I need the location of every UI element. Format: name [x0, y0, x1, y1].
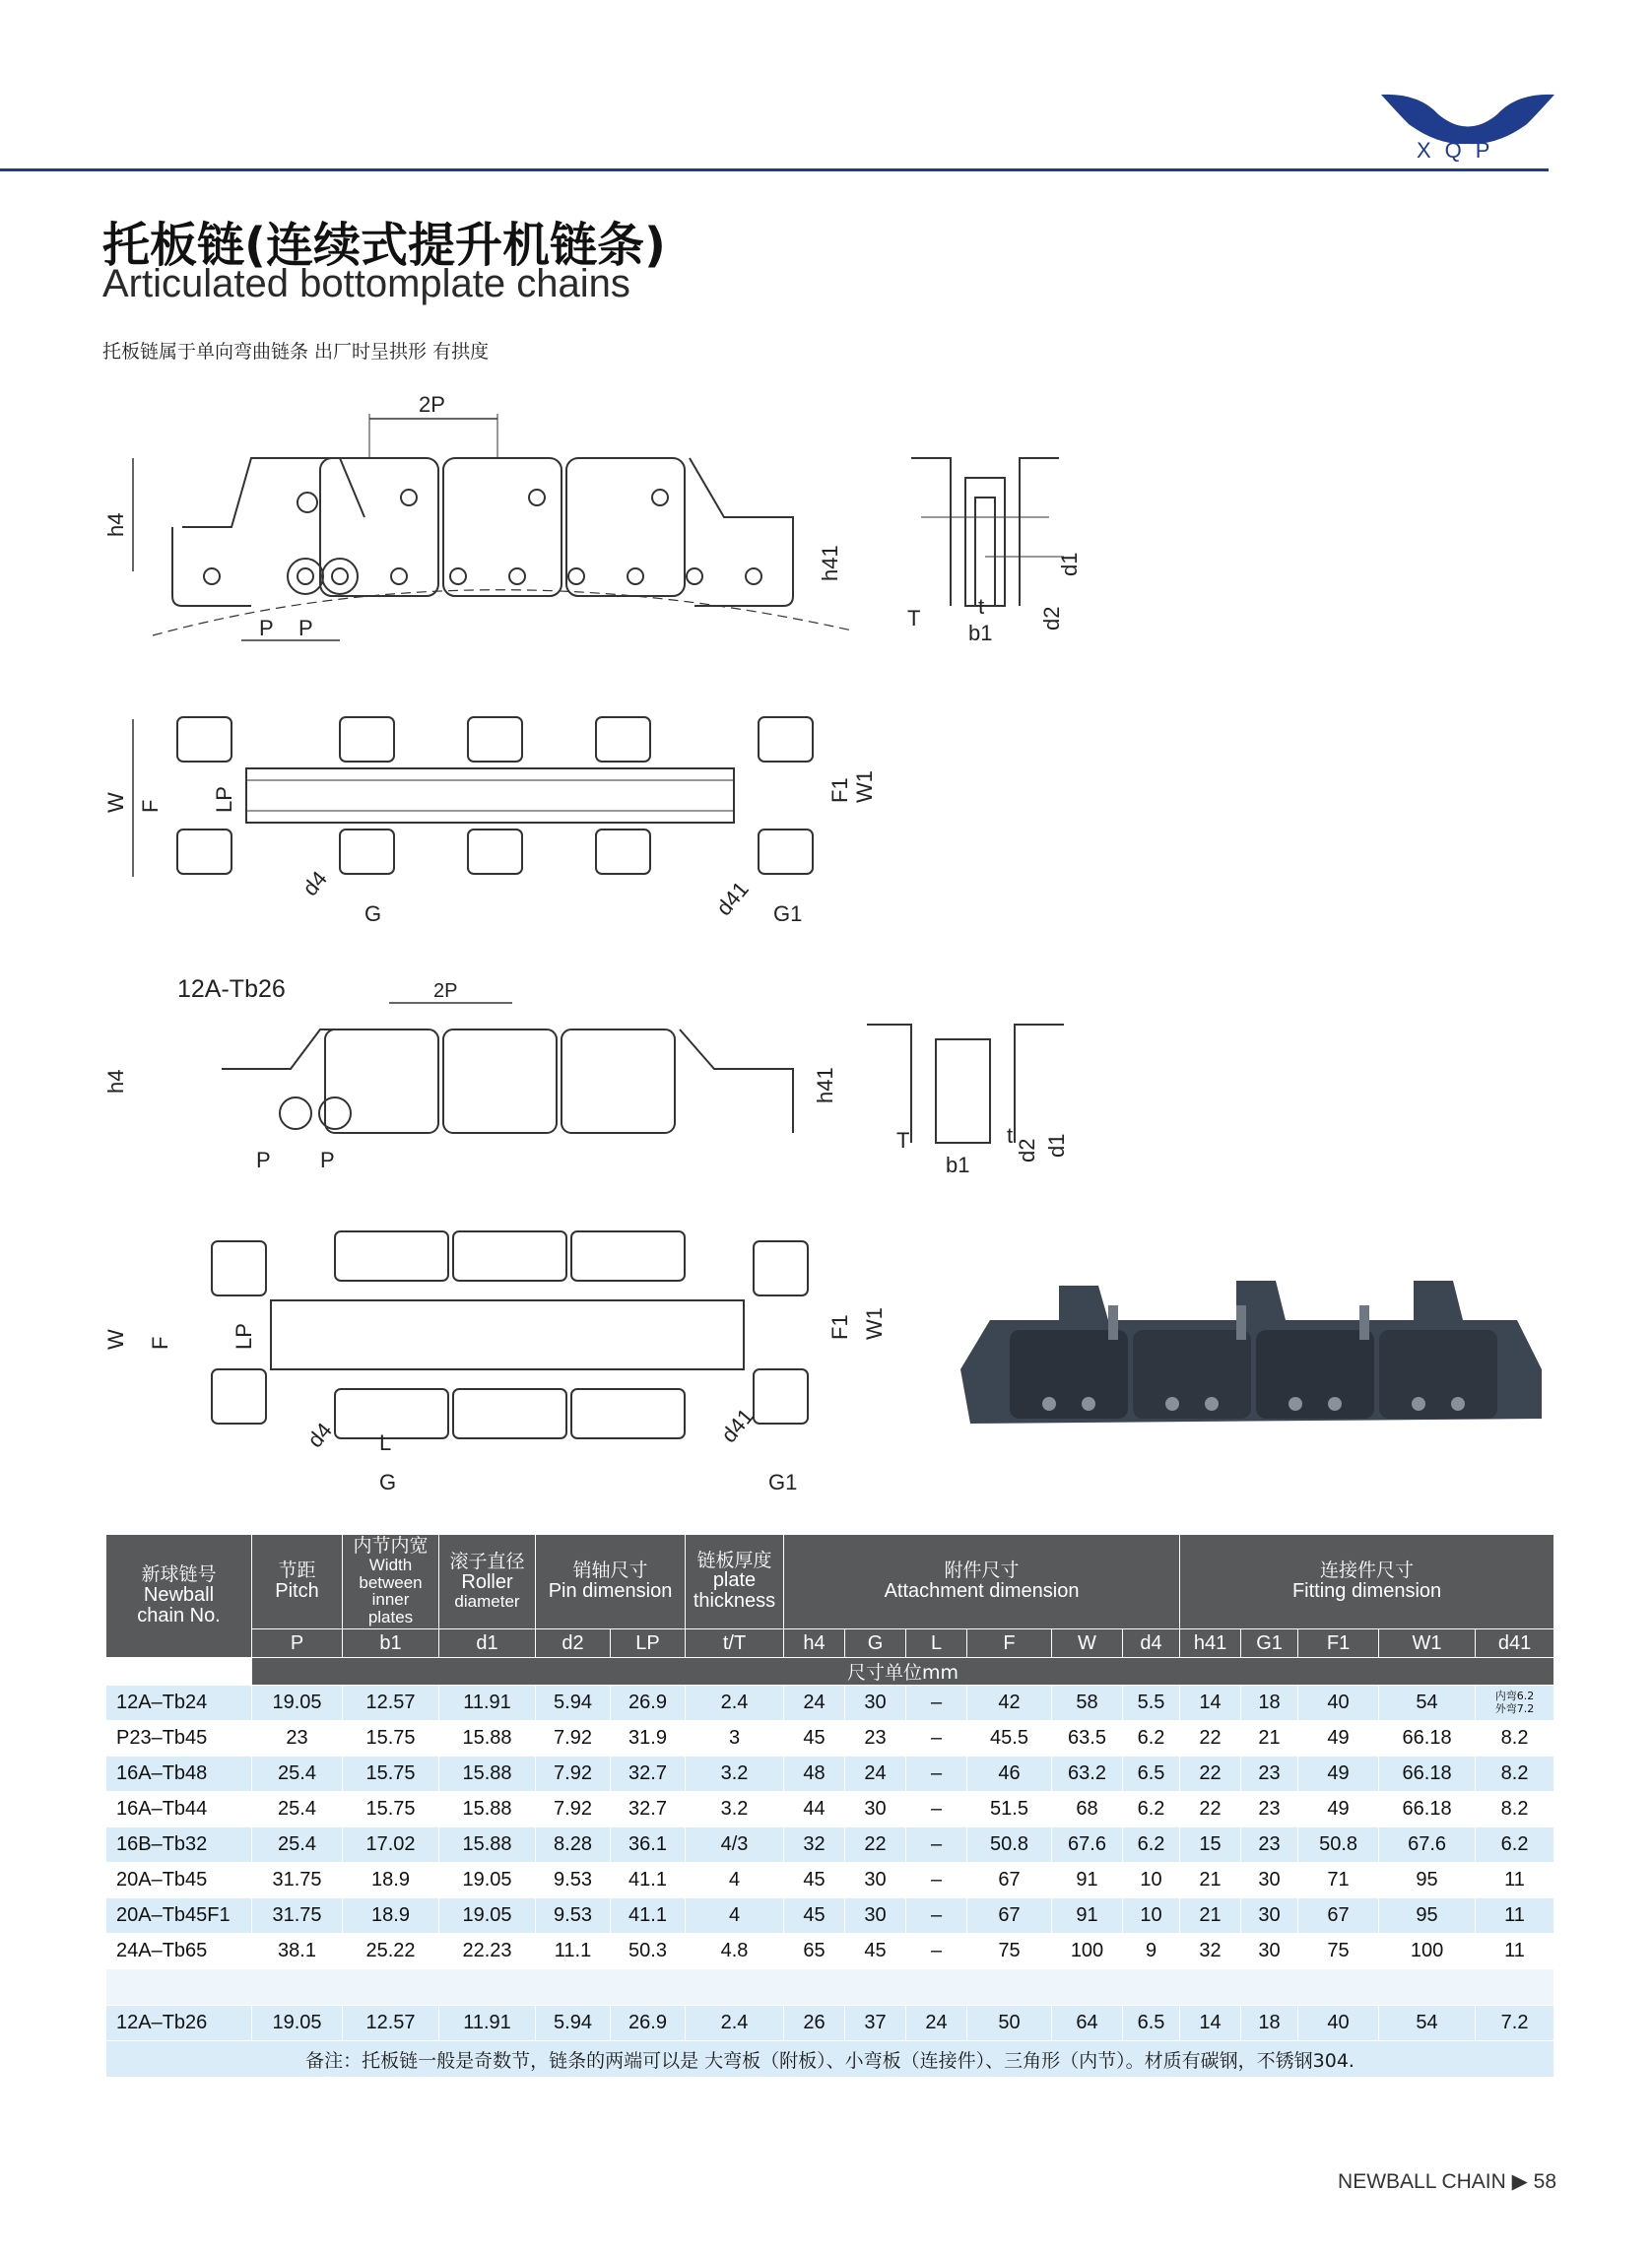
table-cell: – [906, 1686, 967, 1721]
header-rule [0, 168, 1549, 171]
label-h41: h41 [818, 545, 842, 581]
table-cell: 21 [1241, 1721, 1298, 1757]
symbol-cell: d2 [536, 1629, 611, 1658]
table-cell: 21 [1180, 1863, 1241, 1898]
table-cell: 15.88 [439, 1757, 536, 1792]
table-cell: 6.5 [1123, 2006, 1180, 2041]
table-cell: 26.9 [611, 1686, 686, 1721]
table-cell: 4.8 [686, 1934, 784, 1969]
chain-product-photo [951, 1251, 1556, 1453]
label-t: t [978, 594, 985, 619]
table-cell: 26.9 [611, 2006, 686, 2041]
label-L-b: L [379, 1430, 392, 1455]
table-cell: 9 [1123, 1934, 1180, 1969]
table-cell: 30 [845, 1863, 906, 1898]
table-cell: 7.2 [1476, 2006, 1554, 2041]
table-cell: 30 [845, 1792, 906, 1827]
table-cell: 14 [1180, 1686, 1241, 1721]
label-p-1: P [259, 616, 274, 640]
table-row [106, 1721, 1554, 1757]
table-cell: 91 [1052, 1898, 1123, 1934]
table-cell: 50.3 [611, 1934, 686, 1969]
label-d1: d1 [1057, 552, 1082, 576]
table-cell: 26 [784, 2006, 845, 2041]
table-cell: 24A–Tb65 [106, 1934, 252, 1969]
table-cell: 63.5 [1052, 1721, 1123, 1757]
table-cell: 41.1 [611, 1863, 686, 1898]
table-cell: 49 [1298, 1757, 1379, 1792]
table-cell: 16B–Tb32 [106, 1827, 252, 1863]
model-label: 12A-Tb26 [177, 975, 286, 1003]
table-cell: 6.2 [1123, 1792, 1180, 1827]
table-cell: 22 [1180, 1721, 1241, 1757]
table-cell: 18 [1241, 1686, 1298, 1721]
table-cell: 37 [845, 2006, 906, 2041]
table-row [106, 1934, 1554, 1969]
label-b1: b1 [968, 621, 993, 645]
label-d1-b: d1 [1044, 1133, 1069, 1158]
label-b1-b: b1 [946, 1153, 970, 1177]
table-cell: 32.7 [611, 1757, 686, 1792]
table-cell: 15.75 [343, 1721, 439, 1757]
label-d2: d2 [1039, 606, 1064, 631]
table-cell: 48 [784, 1757, 845, 1792]
table-cell: 45 [784, 1898, 845, 1934]
symbol-cell: h4 [784, 1629, 845, 1658]
d41-outer-value: 外弯7.2 [1494, 1701, 1535, 1715]
footer-brand: NEWBALL CHAIN [1338, 2170, 1506, 2193]
table-cell: 67 [967, 1863, 1052, 1898]
table-cell: 32 [784, 1827, 845, 1863]
table-cell: 20A–Tb45 [106, 1863, 252, 1898]
table-cell: 18 [1241, 2006, 1298, 2041]
header-roller: 滚子直径 Roller diameter [439, 1535, 536, 1629]
table-cell: 16A–Tb44 [106, 1792, 252, 1827]
table-cell-d41-split [1476, 1686, 1554, 1721]
table-cell: 65 [784, 1934, 845, 1969]
table-cell: 11 [1476, 1863, 1554, 1898]
table-cell: 21 [1180, 1898, 1241, 1934]
table-cell: 30 [1241, 1863, 1298, 1898]
table-cell: 45.5 [967, 1721, 1052, 1757]
table-cell: 24 [845, 1757, 906, 1792]
symbol-cell: d1 [439, 1629, 536, 1658]
table-cell: 12A–Tb24 [106, 1686, 252, 1721]
table-cell: 22 [845, 1827, 906, 1863]
label-W-b: W [103, 1329, 128, 1350]
table-cell: – [906, 1827, 967, 1863]
table-cell: 5.94 [536, 1686, 611, 1721]
table-spacer-row [106, 1969, 1554, 2006]
logo-text: XQP [1417, 138, 1504, 163]
table-cell: – [906, 1898, 967, 1934]
label-d41-b: d41 [716, 1403, 759, 1448]
play-arrow-icon: ▶ [1511, 2170, 1528, 2193]
table-cell: 54 [1379, 2006, 1476, 2041]
table-cell: 46 [967, 1757, 1052, 1792]
table-cell: 15.88 [439, 1721, 536, 1757]
label-LP-b: LP [231, 1323, 256, 1350]
table-cell: 15.88 [439, 1792, 536, 1827]
table-cell: 45 [784, 1721, 845, 1757]
header-plate: 链板厚度 plate thickness [686, 1535, 784, 1629]
table-cell: – [906, 1863, 967, 1898]
label-p-b1: P [256, 1148, 271, 1172]
table-cell: 24 [906, 2006, 967, 2041]
table-cell: 50.8 [967, 1827, 1052, 1863]
table-cell: 3 [686, 1721, 784, 1757]
table-cell: 30 [845, 1898, 906, 1934]
table-cell: 75 [1298, 1934, 1379, 1969]
label-W: W [103, 792, 128, 813]
side-view-diagram-12a-tb26 [103, 980, 852, 1182]
table-cell: 5.94 [536, 2006, 611, 2041]
header-pitch: 节距 Pitch [252, 1535, 343, 1629]
label-G1: G1 [773, 901, 803, 926]
table-cell: – [906, 1721, 967, 1757]
page-number: 58 [1533, 2170, 1556, 2193]
spec-table [105, 1534, 1554, 2078]
table-row [106, 1686, 1554, 1721]
table-cell: 36.1 [611, 1827, 686, 1863]
table-cell: 12.57 [343, 1686, 439, 1721]
d41-inner-value: 内弯6.2 [1494, 1690, 1535, 1703]
table-cell: 19.05 [252, 2006, 343, 2041]
table-cell: 24 [784, 1686, 845, 1721]
symbol-cell: W [1052, 1629, 1123, 1658]
table-cell: 14 [1180, 2006, 1241, 2041]
label-LP: LP [212, 786, 236, 813]
label-p-b2: P [320, 1148, 335, 1172]
table-cell: 50.8 [1298, 1827, 1379, 1863]
table-note: 备注：托板链一般是奇数节，链条的两端可以是 大弯板（附板）、小弯板（连接件）、三角形（内节）。材质有碳钢，不锈钢304. [106, 2041, 1554, 2078]
symbol-cell: F [967, 1629, 1052, 1658]
table-cell: 20A–Tb45F1 [106, 1898, 252, 1934]
side-view-diagram [103, 392, 882, 665]
table-cell: 8.2 [1476, 1721, 1554, 1757]
table-cell: 15.88 [439, 1827, 536, 1863]
table-cell: 4/3 [686, 1827, 784, 1863]
label-d41: d41 [711, 876, 754, 921]
table-cell: 66.18 [1379, 1721, 1476, 1757]
header-fitting: 连接件尺寸 Fitting dimension [1180, 1535, 1554, 1629]
symbol-cell: d4 [1123, 1629, 1180, 1658]
label-F: F [138, 799, 163, 813]
table-row [106, 1757, 1554, 1792]
table-cell: 12.57 [343, 2006, 439, 2041]
table-cell: 49 [1298, 1721, 1379, 1757]
table-cell: 91 [1052, 1863, 1123, 1898]
table-cell: 12A–Tb26 [106, 2006, 252, 2041]
table-cell: 45 [784, 1863, 845, 1898]
table-cell: 68 [1052, 1792, 1123, 1827]
table-cell: 25.4 [252, 1792, 343, 1827]
table-cell: – [906, 1792, 967, 1827]
table-cell: 71 [1298, 1863, 1379, 1898]
table-cell: 23 [1241, 1827, 1298, 1863]
table-body [106, 1686, 1554, 1969]
symbol-cell: P [252, 1629, 343, 1658]
table-cell: 8.28 [536, 1827, 611, 1863]
label-T: T [907, 606, 921, 631]
table-cell: 11.91 [439, 2006, 536, 2041]
table-cell: 25.22 [343, 1934, 439, 1969]
label-t-b: t [1007, 1123, 1014, 1148]
table-cell: 6.2 [1476, 1827, 1554, 1863]
table-cell: 66.18 [1379, 1792, 1476, 1827]
symbol-cell: d41 [1476, 1629, 1554, 1658]
label-W1: W1 [852, 770, 877, 803]
table-cell: 8.2 [1476, 1792, 1554, 1827]
header-pin: 销轴尺寸 Pin dimension [536, 1535, 686, 1629]
table-cell: 51.5 [967, 1792, 1052, 1827]
table-cell: 66.18 [1379, 1757, 1476, 1792]
label-d4-b: d4 [302, 1418, 337, 1453]
table-cell: 40 [1298, 1686, 1379, 1721]
label-F1-b: F1 [827, 1314, 852, 1340]
label-G: G [364, 901, 382, 926]
table-cell: 42 [967, 1686, 1052, 1721]
table-cell: 54 [1379, 1686, 1476, 1721]
table-cell: 45 [845, 1934, 906, 1969]
table-cell: 22.23 [439, 1934, 536, 1969]
table-cell: 25.4 [252, 1757, 343, 1792]
label-F-b: F [148, 1336, 172, 1350]
table-cell: 40 [1298, 2006, 1379, 2041]
table-cell: 50 [967, 2006, 1052, 2041]
label-F1: F1 [827, 777, 852, 803]
table-cell: 30 [1241, 1934, 1298, 1969]
table-cell: – [906, 1934, 967, 1969]
table-row [106, 2006, 1554, 2041]
table-cell: 67 [967, 1898, 1052, 1934]
table-cell: 18.9 [343, 1898, 439, 1934]
label-h4: h4 [103, 512, 128, 537]
table-cell: 95 [1379, 1863, 1476, 1898]
table-cell: 2.4 [686, 2006, 784, 2041]
table-cell: 31.75 [252, 1898, 343, 1934]
symbol-cell: L [906, 1629, 967, 1658]
table-cell: 30 [845, 1686, 906, 1721]
table-cell: 15 [1180, 1827, 1241, 1863]
page-title-english: Articulated bottomplate chains [102, 262, 630, 305]
label-p-2: P [298, 616, 313, 640]
page-title: 托板链(连续式提升机链条) [102, 218, 666, 273]
table-cell: 22 [1180, 1757, 1241, 1792]
table-cell: 32.7 [611, 1792, 686, 1827]
header-chain-no: 新球链号 Newball chain No. [106, 1535, 252, 1658]
table-cell: 100 [1379, 1934, 1476, 1969]
label-G1-b: G1 [768, 1470, 798, 1494]
label-d2-b: d2 [1015, 1138, 1039, 1162]
table-cell: 7.92 [536, 1792, 611, 1827]
table-cell: 23 [252, 1721, 343, 1757]
table-cell: 49 [1298, 1792, 1379, 1827]
table-cell: – [906, 1757, 967, 1792]
table-row [106, 1792, 1554, 1827]
table-cell: 64 [1052, 2006, 1123, 2041]
symbol-cell: W1 [1379, 1629, 1476, 1658]
table-row [106, 1827, 1554, 1863]
table-cell: 67.6 [1052, 1827, 1123, 1863]
table-cell: 7.92 [536, 1721, 611, 1757]
symbol-cell: F1 [1298, 1629, 1379, 1658]
table-cell: 22 [1180, 1792, 1241, 1827]
table-cell: 41.1 [611, 1898, 686, 1934]
table-cell: 7.92 [536, 1757, 611, 1792]
table-cell: 67.6 [1379, 1827, 1476, 1863]
table-cell: 10 [1123, 1863, 1180, 1898]
table-cell: 31.75 [252, 1863, 343, 1898]
table-cell: 19.05 [252, 1686, 343, 1721]
table-cell: 3.2 [686, 1792, 784, 1827]
table-cell: 32 [1180, 1934, 1241, 1969]
table-cell: 15.75 [343, 1792, 439, 1827]
table-cell: 6.5 [1123, 1757, 1180, 1792]
table-cell: 11.91 [439, 1686, 536, 1721]
label-W1-b: W1 [862, 1307, 887, 1340]
table-cell: 10 [1123, 1898, 1180, 1934]
symbol-cell: G [845, 1629, 906, 1658]
symbol-cell: b1 [343, 1629, 439, 1658]
table-cell: 19.05 [439, 1863, 536, 1898]
label-T-b: T [896, 1128, 910, 1153]
header-attachment: 附件尺寸 Attachment dimension [784, 1535, 1180, 1629]
table-cell: 25.4 [252, 1827, 343, 1863]
table-cell: 31.9 [611, 1721, 686, 1757]
symbol-cell: LP [611, 1629, 686, 1658]
table-cell: 4 [686, 1863, 784, 1898]
label-h4-b: h4 [103, 1069, 128, 1094]
table-row [106, 1863, 1554, 1898]
table-cell: 67 [1298, 1898, 1379, 1934]
table-cell: 63.2 [1052, 1757, 1123, 1792]
top-view-diagram [103, 709, 882, 936]
label-G-b: G [379, 1470, 397, 1494]
end-view-diagram [892, 438, 1082, 655]
top-view-diagram-12a-tb26 [103, 1222, 911, 1507]
table-cell: 75 [967, 1934, 1052, 1969]
table-cell: 17.02 [343, 1827, 439, 1863]
table-cell: 100 [1052, 1934, 1123, 1969]
table-cell: 58 [1052, 1686, 1123, 1721]
end-view-diagram-12a-tb26 [857, 1015, 1074, 1182]
table-cell: 6.2 [1123, 1827, 1180, 1863]
table-cell: 30 [1241, 1898, 1298, 1934]
table-cell: 38.1 [252, 1934, 343, 1969]
symbol-cell: t/T [686, 1629, 784, 1658]
table-cell: 8.2 [1476, 1757, 1554, 1792]
page-footer [1338, 2169, 1556, 2194]
table-cell: 11.1 [536, 1934, 611, 1969]
table-cell: 44 [784, 1792, 845, 1827]
table-cell: 3.2 [686, 1757, 784, 1792]
table-cell: 95 [1379, 1898, 1476, 1934]
table-cell: 2.4 [686, 1686, 784, 1721]
label-d4: d4 [297, 866, 332, 901]
table-cell: 23 [1241, 1757, 1298, 1792]
symbol-cell: G1 [1241, 1629, 1298, 1658]
table-cell: 9.53 [536, 1898, 611, 1934]
page-subtitle: 托板链属于单向弯曲链条 出厂时呈拱形 有拱度 [102, 341, 490, 363]
table-cell: 19.05 [439, 1898, 536, 1934]
table-cell: 23 [845, 1721, 906, 1757]
table-cell: 6.2 [1123, 1721, 1180, 1757]
table-cell: 5.5 [1123, 1686, 1180, 1721]
table-row [106, 1898, 1554, 1934]
symbol-cell: h41 [1180, 1629, 1241, 1658]
table-cell: 4 [686, 1898, 784, 1934]
header-width: 内节内宽 Width between inner plates [343, 1535, 439, 1629]
table-cell: 23 [1241, 1792, 1298, 1827]
table-cell: 15.75 [343, 1757, 439, 1792]
table-cell: 11 [1476, 1898, 1554, 1934]
label-2p: 2P [419, 392, 445, 417]
table-cell: 11 [1476, 1934, 1554, 1969]
unit-label: 尺寸单位mm [252, 1658, 1554, 1686]
table-cell: 16A–Tb48 [106, 1757, 252, 1792]
label-h41-b: h41 [813, 1067, 837, 1103]
table-cell: 9.53 [536, 1863, 611, 1898]
table-cell: P23–Tb45 [106, 1721, 252, 1757]
label-2p-b: 2P [433, 980, 458, 1002]
table-cell: 18.9 [343, 1863, 439, 1898]
